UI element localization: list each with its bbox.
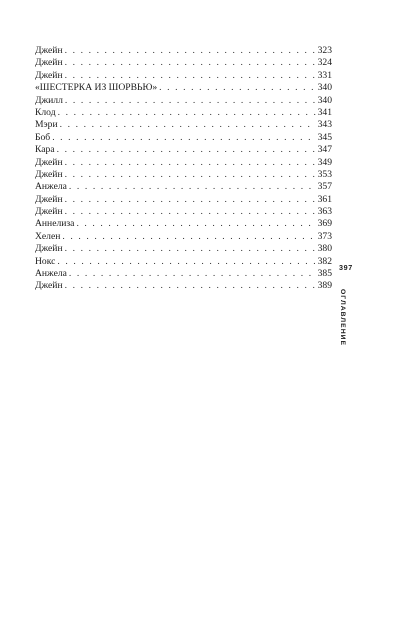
toc-entry — [35, 132, 332, 144]
toc-entry — [35, 157, 332, 169]
toc-dot-leader — [65, 70, 316, 82]
toc-entry-title: Джейн — [35, 156, 63, 168]
toc-entry-page: 324 — [317, 57, 332, 69]
toc-entry-title: Джейн — [35, 45, 63, 56]
toc-entry-title: Джилл — [35, 94, 63, 106]
toc-entry — [35, 206, 332, 218]
toc-entry — [35, 144, 332, 156]
toc-entry — [35, 169, 332, 181]
toc-entry-title: Джейн — [35, 168, 63, 180]
toc-entry-title: Мэри — [35, 119, 58, 131]
toc-entry — [35, 82, 332, 94]
toc-dot-leader — [60, 119, 316, 131]
toc-entry-page: 353 — [317, 168, 332, 180]
toc-entry-title: Джейн — [35, 280, 63, 292]
toc-dot-leader — [65, 243, 316, 255]
toc-entry-title: Кара — [35, 144, 55, 156]
toc-entry-page: 347 — [317, 144, 332, 156]
toc-entry-page: 382 — [317, 255, 332, 267]
toc-entry — [35, 119, 332, 131]
toc-entry-title: Джейн — [35, 243, 63, 255]
toc-dot-leader — [65, 57, 316, 69]
toc-entry — [35, 268, 332, 280]
table-of-contents — [35, 45, 332, 293]
toc-entry — [35, 107, 332, 119]
toc-entry-page: 369 — [317, 218, 332, 230]
toc-entry — [35, 280, 332, 292]
toc-entry-page: 363 — [317, 206, 332, 218]
toc-entry — [35, 70, 332, 82]
page-number: 397 — [339, 263, 353, 272]
toc-entry-page: 380 — [317, 243, 332, 255]
toc-entry-title: Джейн — [35, 57, 63, 69]
toc-entry-page: 349 — [317, 156, 332, 168]
toc-dot-leader — [65, 194, 316, 206]
toc-entry-title: «ШЕСТЕРКА ИЗ ШОРВЬЮ» — [35, 82, 158, 94]
toc-entry-page: 361 — [317, 193, 332, 205]
toc-entry — [35, 231, 332, 243]
toc-entry-page: 331 — [317, 69, 332, 81]
toc-dot-leader — [69, 181, 316, 193]
toc-entry-title: Хелен — [35, 230, 61, 242]
toc-entry — [35, 181, 332, 193]
toc-dot-leader — [52, 132, 315, 144]
toc-entry-title: Аннелиза — [35, 218, 75, 230]
toc-entry-title: Нокс — [35, 255, 56, 267]
toc-dot-leader — [76, 218, 315, 230]
toc-entry-title: Боб — [35, 131, 51, 143]
toc-dot-leader — [69, 268, 316, 280]
toc-entry-page: 341 — [317, 106, 332, 118]
toc-entry-title: Анжела — [35, 181, 67, 193]
toc-dot-leader — [65, 280, 316, 292]
toc-entry-page: 340 — [317, 94, 332, 106]
toc-entry-page: 373 — [317, 230, 332, 242]
toc-dot-leader — [58, 107, 316, 119]
toc-entry-title: Джейн — [35, 69, 63, 81]
toc-entry-title: Анжела — [35, 268, 67, 280]
toc-dot-leader — [62, 231, 315, 243]
toc-dot-leader — [57, 144, 316, 156]
toc-dot-leader — [65, 95, 316, 107]
toc-entry-title: Джейн — [35, 206, 63, 218]
toc-entry — [35, 194, 332, 206]
toc-dot-leader — [65, 45, 316, 57]
toc-entry — [35, 243, 332, 255]
running-section-label: ОГЛАВЛЕНИЕ — [339, 289, 346, 347]
toc-entry — [35, 95, 332, 107]
toc-entry-title: Джейн — [35, 193, 63, 205]
toc-entry-page: 385 — [317, 268, 332, 280]
toc-entry-page: 357 — [317, 181, 332, 193]
toc-entry-page: 389 — [317, 280, 332, 292]
toc-entry — [35, 256, 332, 268]
toc-entry — [35, 57, 332, 69]
toc-entry — [35, 45, 332, 57]
toc-dot-leader — [159, 82, 315, 94]
toc-entry — [35, 218, 332, 230]
toc-entry-page: 345 — [317, 131, 332, 143]
toc-dot-leader — [65, 169, 316, 181]
toc-entry-page: 343 — [317, 119, 332, 131]
toc-entry-page: 323 — [317, 45, 332, 56]
toc-dot-leader — [57, 256, 315, 268]
toc-entry-title: Клод — [35, 106, 56, 118]
toc-entry-page: 340 — [317, 82, 332, 94]
toc-dot-leader — [65, 206, 316, 218]
toc-dot-leader — [65, 157, 316, 169]
